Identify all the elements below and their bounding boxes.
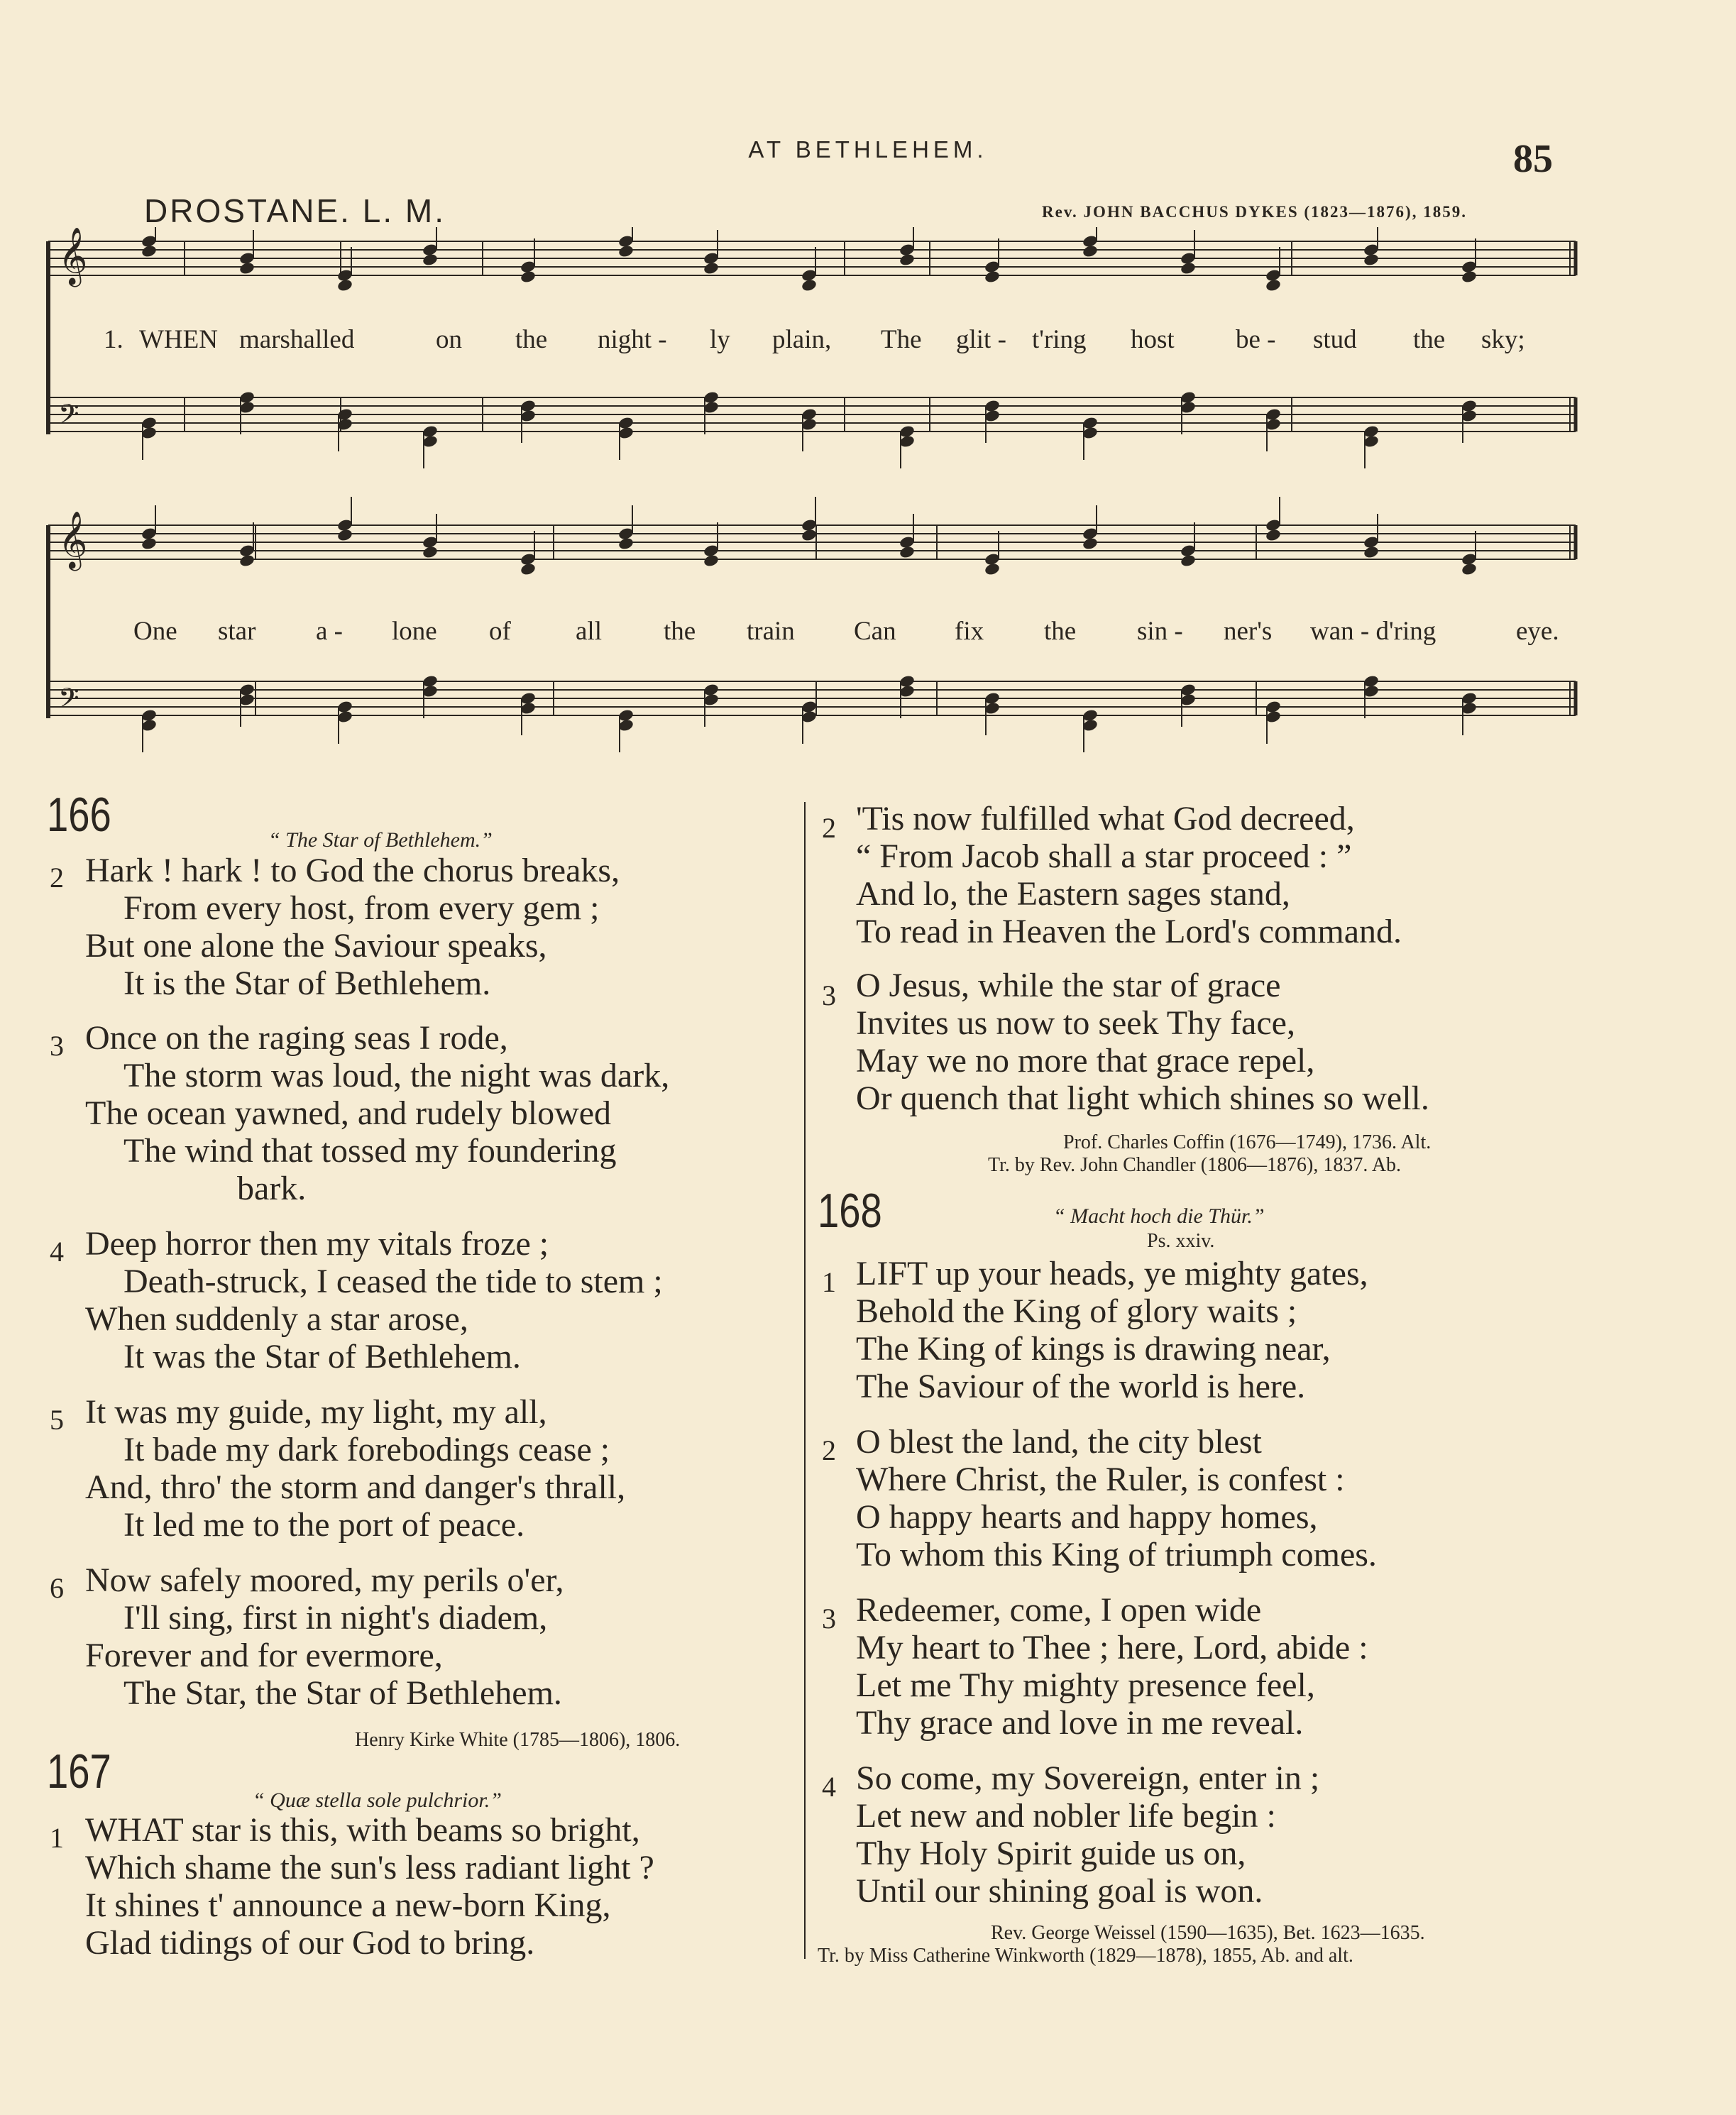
- note-head: [520, 270, 537, 284]
- lyric-word: plain,: [772, 325, 832, 354]
- note-head: [703, 261, 720, 275]
- hymn-166-credit: Henry Kirke White (1785—1806), 1806.: [355, 1729, 681, 1751]
- lyric-word: the: [1044, 617, 1077, 646]
- hymn-line: Death-struck, I ceased the tide to stem ;: [123, 1263, 663, 1300]
- hymn-line: O blest the land, the city blest: [856, 1423, 1262, 1461]
- hymn-line: Or quench that light which shines so well.: [856, 1080, 1429, 1117]
- hymn-line: And, thro' the storm and danger's thrall,: [85, 1468, 626, 1506]
- music-score: [43, 227, 1590, 752]
- lyric-word: sin -: [1137, 617, 1183, 646]
- note-head: [984, 562, 1001, 576]
- lyric-word: Can: [854, 617, 896, 646]
- hymn-line: It led me to the port of peace.: [123, 1506, 525, 1544]
- hymn-line: It bade my dark forebodings cease ;: [123, 1431, 610, 1468]
- note-head: [422, 545, 439, 559]
- verse-number: 2: [822, 1434, 836, 1466]
- lyric-word: lone: [392, 617, 437, 646]
- hymn-167-credit-2: Tr. by Rev. John Chandler (1806—1876), 1837. Ab.: [988, 1154, 1402, 1176]
- hymn-line: It shines t' announce a new-born King,: [85, 1886, 611, 1924]
- note-head: [1265, 278, 1282, 292]
- hymn-line: So come, my Sovereign, enter in ;: [856, 1759, 1320, 1797]
- hymn-line: LIFT up your heads, ye mighty gates,: [856, 1255, 1368, 1292]
- treble-clef-icon: 𝄞: [58, 510, 88, 568]
- lyric-word: ly: [710, 325, 730, 354]
- hymn-line: The Saviour of the world is here.: [856, 1368, 1306, 1405]
- verse-number: 3: [822, 1603, 836, 1635]
- note-head: [1265, 528, 1282, 542]
- hymn-line: It is the Star of Bethlehem.: [123, 965, 491, 1002]
- note-head: [899, 545, 916, 559]
- lyric-word: One: [133, 617, 177, 646]
- treble-clef-icon: 𝄞: [58, 227, 88, 285]
- hymn-168-credit-1: Rev. George Weissel (1590—1635), Bet. 1623—1635.: [991, 1922, 1425, 1944]
- lyric-word: ner's: [1224, 617, 1273, 646]
- lyric-word: fix: [955, 617, 984, 646]
- hymn-line: The wind that tossed my foundering: [123, 1132, 617, 1170]
- lyric-word: night -: [598, 325, 667, 354]
- lyric-word: the: [515, 325, 548, 354]
- bass-clef-icon: 𝄢: [58, 682, 79, 720]
- hymn-line: When suddenly a star arose,: [85, 1300, 468, 1338]
- hymn-line: The ocean yawned, and rudely blowed: [85, 1094, 612, 1132]
- hymn-167-subtitle: “ Quæ stella sole pulchrior.”: [253, 1789, 502, 1812]
- hymn-line: Thy Holy Spirit guide us on,: [856, 1835, 1246, 1872]
- note-head: [617, 244, 634, 258]
- lyric-word: WHEN: [139, 325, 218, 354]
- verse-number: 3: [822, 979, 836, 1011]
- lyric-word: of: [489, 617, 511, 646]
- lyric-word: on: [436, 325, 462, 354]
- column-divider: [804, 802, 806, 1959]
- hymn-line: The Star, the Star of Bethlehem.: [123, 1674, 562, 1712]
- note-head: [238, 554, 256, 568]
- bass-clef-icon: 𝄢: [58, 398, 79, 436]
- hymn-line: Forever and for evermore,: [85, 1637, 443, 1674]
- verse-number: 1: [50, 1822, 64, 1854]
- hymn-line: Let new and nobler life begin :: [856, 1797, 1276, 1835]
- hymn-line: But one alone the Saviour speaks,: [85, 927, 547, 965]
- verse-number: 5: [50, 1404, 64, 1436]
- composer-credit: Rev. JOHN BACCHUS DYKES (1823—1876), 1859.: [1042, 203, 1467, 221]
- lyric-word: sky;: [1481, 325, 1525, 354]
- hymn-line: Invites us now to seek Thy face,: [856, 1004, 1295, 1042]
- page-number: 85: [1513, 137, 1553, 181]
- verse-number: 4: [50, 1236, 64, 1268]
- verse-number: 2: [50, 862, 64, 894]
- hymn-line: “ From Jacob shall a star proceed : ”: [856, 837, 1352, 875]
- lyric-word: eye.: [1516, 617, 1559, 646]
- hymn-line: The King of kings is drawing near,: [856, 1330, 1331, 1368]
- hymn-line: Once on the raging seas I rode,: [85, 1019, 508, 1057]
- hymn-line: Deep horror then my vitals froze ;: [85, 1225, 549, 1263]
- note-head: [1082, 244, 1099, 258]
- lyric-word: the: [1413, 325, 1446, 354]
- hymn-line: Behold the King of glory waits ;: [856, 1292, 1297, 1330]
- lyric-word: stud: [1313, 325, 1357, 354]
- verse-number: 6: [50, 1572, 64, 1604]
- note-head: [703, 554, 720, 568]
- hymn-line: The storm was loud, the night was dark,: [123, 1057, 670, 1094]
- hymn-line: I'll sing, first in night's diadem,: [123, 1599, 548, 1637]
- note-head: [1363, 253, 1380, 267]
- hymn-167-credit-1: Prof. Charles Coffin (1676—1749), 1736. Alt.: [1063, 1131, 1432, 1153]
- hymn-168-subtitle: “ Macht hoch die Thür.”: [1053, 1204, 1265, 1228]
- verse-number: 3: [50, 1030, 64, 1062]
- note-head: [336, 528, 353, 542]
- verse-number: 2: [822, 812, 836, 844]
- verse-number: 1: [822, 1266, 836, 1298]
- lyric-word: train: [747, 617, 795, 646]
- lyric-word: host: [1131, 325, 1175, 354]
- hymn-line: Until our shining goal is won.: [856, 1872, 1263, 1910]
- lyric-word: wan - d'ring: [1310, 617, 1436, 646]
- hymn-line: Thy grace and love in me reveal.: [856, 1704, 1304, 1742]
- note-head: [801, 528, 818, 542]
- verse-number: 4: [822, 1771, 836, 1803]
- note-head: [141, 537, 158, 551]
- hymn-number-168: 168: [818, 1184, 882, 1238]
- note-head: [899, 253, 916, 267]
- note-head: [141, 244, 158, 258]
- hymn-166-subtitle: “ The Star of Bethlehem.”: [268, 828, 493, 852]
- note-head: [336, 278, 353, 292]
- lyric-word: be -: [1236, 325, 1276, 354]
- lyric-word: marshalled: [239, 325, 355, 354]
- note-head: [1180, 554, 1197, 568]
- note-head: [1461, 562, 1478, 576]
- lyric-word: all: [576, 617, 602, 646]
- hymn-168-credit-2: Tr. by Miss Catherine Winkworth (1829—1878), 1855, Ab. and alt.: [818, 1945, 1353, 1967]
- hymn-line: My heart to Thee ; here, Lord, abide :: [856, 1629, 1368, 1666]
- note-head: [238, 261, 256, 275]
- hymn-line: O Jesus, while the star of grace: [856, 967, 1281, 1004]
- note-head: [1082, 537, 1099, 551]
- verse-number-lyric: 1.: [104, 325, 123, 354]
- lyric-word: The: [881, 325, 922, 354]
- note-head: [1461, 270, 1478, 284]
- hymn-line: Which shame the sun's less radiant light ?: [85, 1849, 654, 1886]
- tune-name: DROSTANE. L. M.: [144, 192, 446, 229]
- hymn-line: It was my guide, my light, my all,: [85, 1393, 547, 1431]
- note-head: [1180, 261, 1197, 275]
- hymn-line: To whom this King of triumph comes.: [856, 1536, 1377, 1573]
- hymn-line: From every host, from every gem ;: [123, 889, 600, 927]
- note-head: [617, 537, 634, 551]
- note-head: [520, 562, 537, 576]
- hymn-line: Glad tidings of our God to bring.: [85, 1924, 535, 1962]
- lyric-word: t'ring: [1032, 325, 1087, 354]
- lyric-word: a -: [316, 617, 343, 646]
- hymn-line: 'Tis now fulfilled what God decreed,: [856, 800, 1355, 837]
- note-head: [984, 270, 1001, 284]
- hymn-line: Let me Thy mighty presence feel,: [856, 1666, 1315, 1704]
- hymn-line: May we no more that grace repel,: [856, 1042, 1315, 1080]
- lyric-word: star: [218, 617, 256, 646]
- hymn-line: Redeemer, come, I open wide: [856, 1591, 1262, 1629]
- note-head: [422, 253, 439, 267]
- hymn-line: O happy hearts and happy homes,: [856, 1498, 1318, 1536]
- hymn-line: It was the Star of Bethlehem.: [123, 1338, 521, 1375]
- hymn-line: Where Christ, the Ruler, is confest :: [856, 1461, 1345, 1498]
- hymn-168-psalm: Ps. xxiv.: [1147, 1230, 1215, 1252]
- hymn-line: bark.: [237, 1170, 307, 1207]
- hymn-line: And lo, the Eastern sages stand,: [856, 875, 1290, 913]
- hymn-number-166: 166: [47, 788, 111, 842]
- running-title: AT BETHLEHEM.: [748, 136, 988, 163]
- note-head: [801, 278, 818, 292]
- hymn-line: WHAT star is this, with beams so bright,: [85, 1811, 640, 1849]
- note-head: [1363, 545, 1380, 559]
- lyric-word: glit -: [956, 325, 1006, 354]
- lyric-word: the: [664, 617, 696, 646]
- hymn-line: Now safely moored, my perils o'er,: [85, 1561, 564, 1599]
- hymn-line: To read in Heaven the Lord's command.: [856, 913, 1402, 950]
- hymn-number-167: 167: [47, 1745, 111, 1798]
- hymn-line: Hark ! hark ! to God the chorus breaks,: [85, 852, 620, 889]
